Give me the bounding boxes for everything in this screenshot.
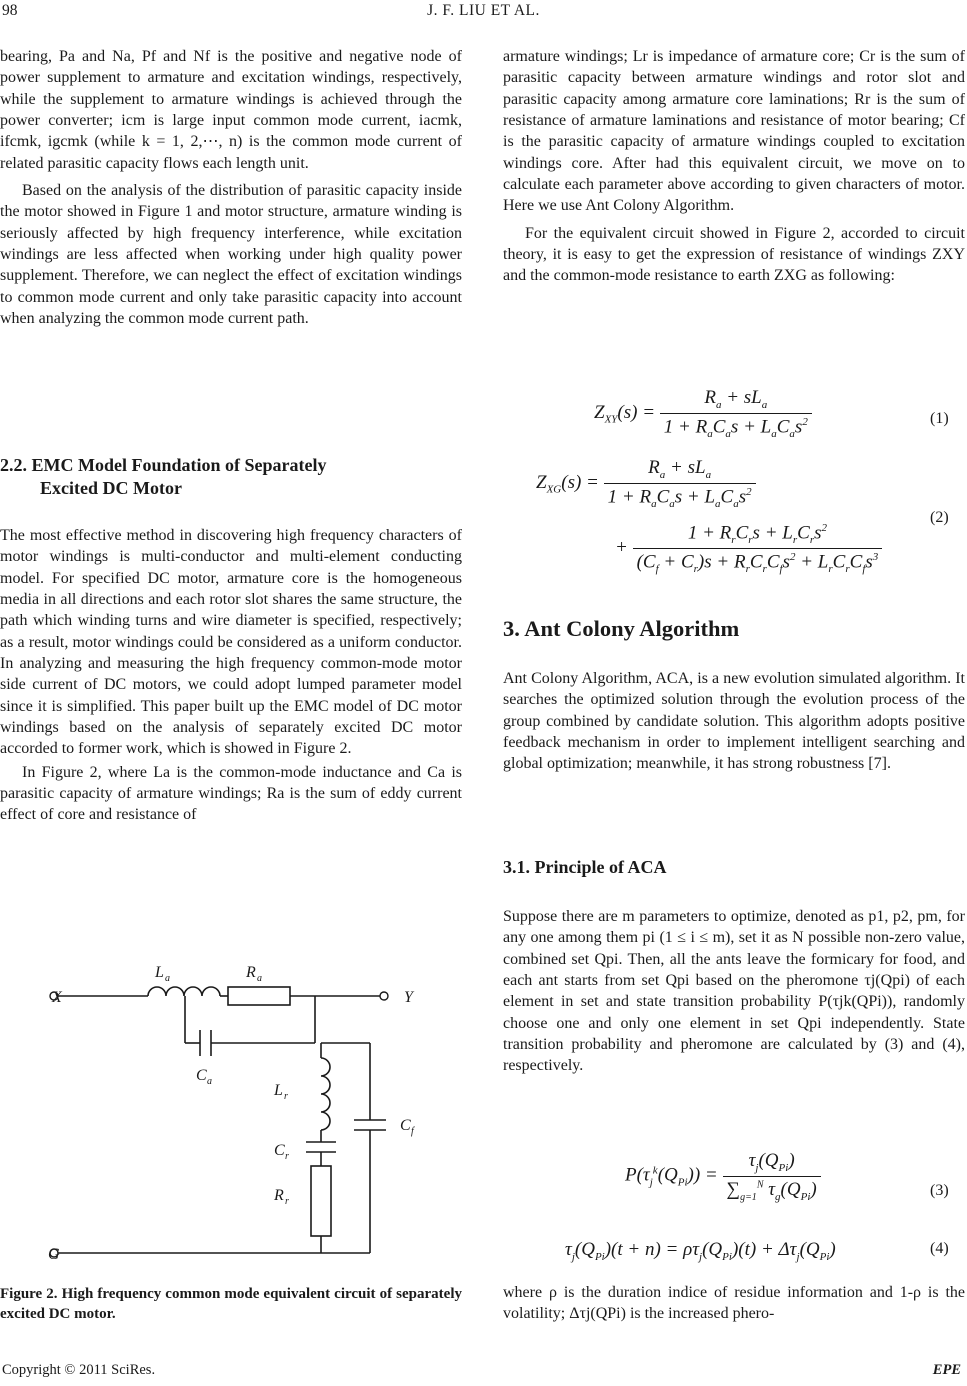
left-column-lower [0, 525, 462, 826]
terminal-y [380, 992, 388, 1000]
label-la: L [155, 964, 164, 981]
equation-4-number: (4) [930, 1240, 949, 1257]
right-column-section3 [503, 668, 965, 775]
label-rr-sub: r [285, 1196, 289, 1207]
right-column-tail [503, 1282, 965, 1325]
inductor-lr [321, 1058, 330, 1130]
left-paragraph-2: Based on the analysis of the distribution of parasitic capacity inside the motor showed in Figure 1 and motor structure, armature winding is seriously affected by high frequency interference, while excitation windings are less affected when working under high quality power supplement. Therefore, we can neglect the effect of excitation windings to common mode current and only take parasitic capacity into account when analyzing the common mode current path. [0, 182, 462, 328]
left-paragraph-1: bearing, Pa and Na, Pf and Nf is the positive and negative node of power supplement to armature and excitation windings, respectively, while the supplement to armature windings is achieved through the power converter; icm is large input common mode current, iacmk, ifcmk, igcmk (while k = 1, 2,⋯, n) is the common mode current of related parasitic capacity flows each length unit. [0, 48, 462, 172]
label-cf-sub: f [411, 1126, 414, 1137]
left-paragraph-3: The most effective method in discovering high frequency characters of motor windings is multi-conductor and multi-element conducting model. For specified DC motor, armature core is the homogeneous media in all directions and each rotor slot shares the same structure, the path which winding turns and wire diameter is specified, respectively; as a result, motor windings could be considered as a uniform conductor. In analyzing and measuring the high frequency common-mode motor side current of DC motors, we could adopt lumped parameter model since it is simplified. This paper built up the EMC model of DC motor windings based on the analysis of separately excited DC motor accorded to former work, which is showed in Figure 2. [0, 527, 462, 758]
right-paragraph-2: For the equivalent circuit showed in Figure 2, accorded to circuit theory, it is easy to get the expression of resistance of windings ZXY and the common-mode resistance to earth ZXG as following: [503, 224, 965, 285]
left-column [0, 46, 462, 329]
equation-1: $Z_{XY}(s)$ = $\frac{R_a + sL_a}{1 + R_aC_as + L_aC_as^2}$ [594, 387, 812, 440]
resistor-ra [228, 987, 290, 1005]
left-paragraph-4: In Figure 2, where La is the common-mode inductance and Ca is parasitic capacity of armature windings; Ra is the sum of eddy current effect of core and resistance of [0, 763, 462, 824]
section-title-line2: Excited DC Motor [40, 478, 182, 498]
right-paragraph-4: Suppose there are m parameters to optimize, denoted as p1, p2, pm, for any one among them pi (1 ≤ i ≤ m), set it as N possible non-zero value, combined set Qpi. Then, all the ants leave the formicary for food, and each ant starts from set Qpi based on the pheromone τj(Qpi) of each element in set and state transition probability P(τjk(QPi)), randomly choose one and only one element in set Qpi independently. State transition probability and pheromone are calculated by (3) and (4), respectively. [503, 908, 965, 1075]
label-lr-sub: r [284, 1091, 288, 1102]
equation-2: $Z_{XG}(s)$ = $\frac{R_a + sL_a}{1 + R_aC_as + L_aC_as^2}$ [536, 457, 756, 510]
footer-copyright: Copyright © 2011 SciRes. [2, 1362, 156, 1378]
right-paragraph-3: Ant Colony Algorithm, ACA, is a new evolution simulated algorithm. It searches the optimized solution through the evolution process of the group combined by candidate solution. This algorithm adopts positive feedback mechanism in order to implement intelligent searching and global optimization; meanwhile, it has strong robustness [7]. [503, 670, 965, 773]
label-cf: C [400, 1117, 411, 1134]
label-ra: R [246, 964, 256, 981]
circuit-diagram [40, 950, 450, 1270]
equation-3: $P(\tau_j^k(Q_{Pi}))$ = $\frac{\tau_j(Q_{Pi})}{\sum_{g=1}^N \tau_g(Q_{Pi})}$ [625, 1150, 821, 1203]
resistor-rr [311, 1166, 331, 1236]
right-paragraph-5: where ρ is the duration indice of residue information and 1-ρ is the volatility; Δτj(QPi) is the increased phero- [503, 1284, 965, 1323]
label-cr-sub: r [285, 1151, 289, 1162]
running-title: J. F. LIU ET AL. [427, 2, 540, 19]
label-la-sub: a [165, 973, 170, 984]
label-lr: L [274, 1082, 283, 1099]
equation-2-number: (2) [930, 509, 949, 526]
label-x: X [52, 989, 62, 1006]
right-paragraph-1: armature windings; Lr is impedance of armature core; Cr is the sum of parasitic capacity between armature windings and rotor slot and parasitic capacity among armature core laminations; Rr is the sum of resistance of armature laminations and resistance of motor bearing; Cf is the parasitic capacity of armature windings coupled to excitation windings core. After had this equivalent circuit, we move on to calculate each parameter above according to given characters of motor. Here we use Ant Colony Algorithm. [503, 48, 965, 215]
equation-3-number: (3) [930, 1182, 949, 1199]
equation-1-number: (1) [930, 410, 949, 427]
section-3-title: 3. Ant Colony Algorithm [503, 616, 740, 641]
section-number: 2.2. [0, 455, 27, 475]
label-ca-sub: a [207, 1076, 212, 1087]
inductor-la [148, 987, 220, 996]
label-rr: R [274, 1187, 284, 1204]
label-ra-sub: a [257, 973, 262, 984]
label-cr: C [274, 1142, 285, 1159]
section-3-1-title: 3.1. Principle of ACA [503, 857, 667, 877]
page-number: 98 [2, 2, 18, 19]
section-2-2-heading [0, 454, 462, 500]
equation-4: $\tau_j(Q_{Pi})(t + n) = \rho\tau_j(Q_{Pi})(t) + \Delta\tau_j(Q_{Pi})$ [565, 1239, 836, 1263]
right-column-section31 [503, 906, 965, 1077]
figure-caption: Figure 2. High frequency common mode equivalent circuit of separately excited DC motor. [0, 1286, 462, 1322]
equation-2-second-term: + $\frac{1 + R_rC_rs + L_rC_rs^2}{(C_f + C_r)s + R_rC_rC_fs^2 + L_rC_rC_fs^3}$ [615, 522, 882, 575]
label-g: G [48, 1246, 60, 1263]
section-title-line1: EMC Model Foundation of Separately [31, 455, 327, 475]
label-y: Y [404, 989, 413, 1006]
footer-journal: EPE [932, 1362, 961, 1378]
label-ca: C [196, 1067, 207, 1084]
right-column [503, 46, 965, 287]
